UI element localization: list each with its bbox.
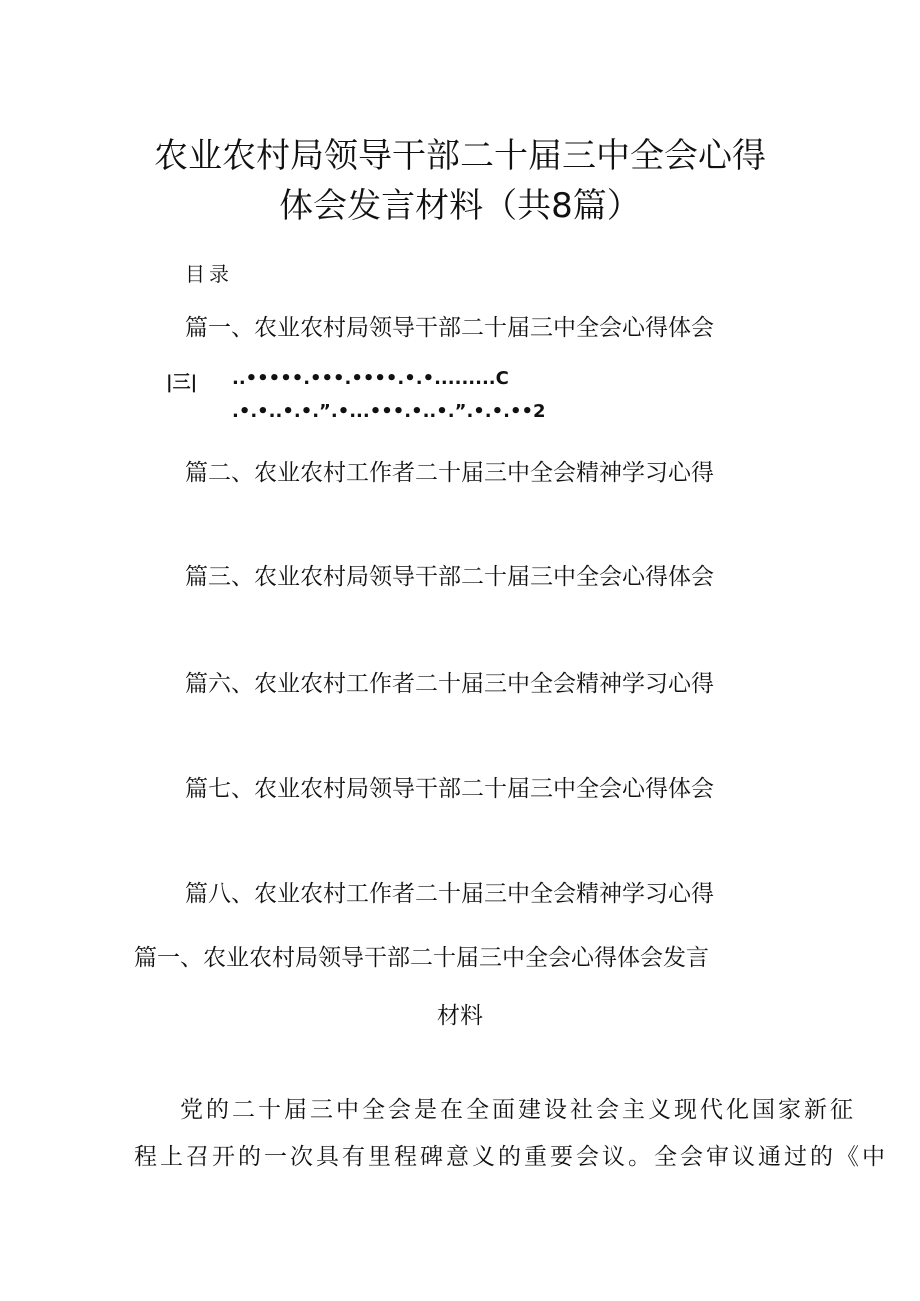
body-paragraph-line: 党的二十届三中全会是在全面建设社会主义现代化国家新征 [180,1097,856,1123]
toc-entry: 篇一、农业农村局领导干部二十届三中全会心得体会 [185,315,714,341]
toc-entry: 篇六、农业农村工作者二十届三中全会精神学习心得 [185,671,714,697]
body-paragraph-line: 程上召开的一次具有里程碑意义的重要会议。全会审议通过的《中 [134,1144,888,1170]
toc-entry: 篇二、农业农村工作者二十届三中全会精神学习心得 [185,460,714,486]
toc-leader-dots: ..•••••.•••.••••.•.•.........C [232,368,509,389]
document-title-line-1: 农业农村局领导干部二十届三中全会心得 [154,136,766,176]
section-heading: 篇一、农业农村局领导干部二十届三中全会心得体会发言 [134,945,709,971]
document-title-line-2: 体会发言材料（共8篇） [279,186,641,226]
toc-entry: 篇八、农业农村工作者二十届三中全会精神学习心得 [185,881,714,907]
toc-garbled-mark: |三| [166,372,198,393]
toc-leader-dots: .•.•..•.•.”.•...•••.•..•.”.•.•.••2 [232,401,546,422]
toc-entry: 篇三、农业农村局领导干部二十届三中全会心得体会 [185,564,714,590]
toc-entry: 篇七、农业农村局领导干部二十届三中全会心得体会 [185,776,714,802]
toc-label: 目录 [185,262,233,286]
section-heading-continued: 材料 [437,1003,483,1029]
